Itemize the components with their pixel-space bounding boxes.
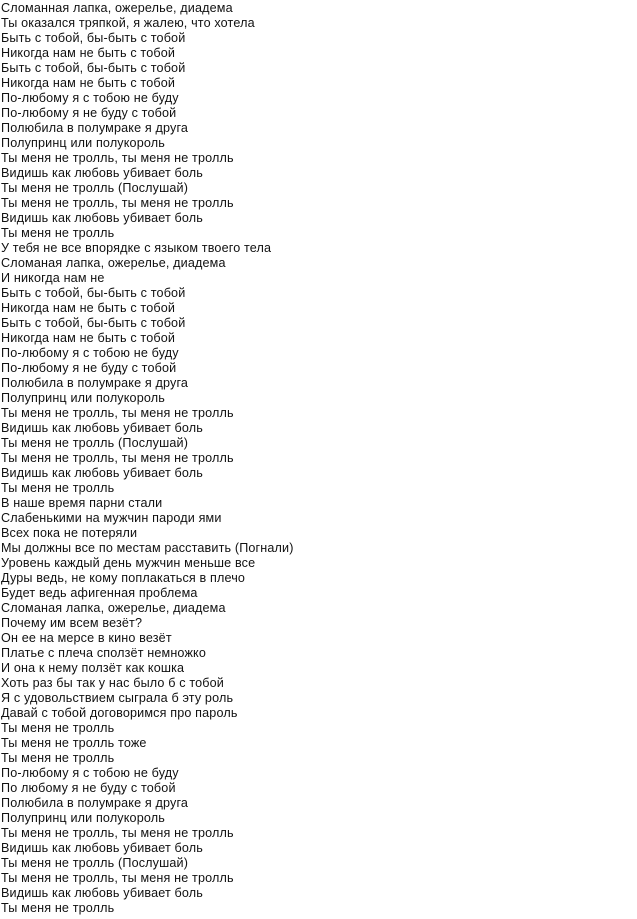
lyric-line: Видишь как любовь убивает боль bbox=[1, 841, 203, 855]
lyric-line: Ты меня не тролль, ты меня не тролль bbox=[1, 826, 234, 840]
lyric-line: Полюбила в полумраке я друга bbox=[1, 121, 189, 135]
lyric-line: Почему им всем везёт? bbox=[1, 616, 143, 630]
lyric-line: Дуры ведь, не кому поплакаться в плечо bbox=[1, 571, 246, 585]
lyric-line: Давай с тобой договоримся про пароль bbox=[1, 706, 238, 720]
lyric-line: Никогда нам не быть с тобой bbox=[1, 331, 176, 345]
lyric-line: Быть с тобой, бы-быть с тобой bbox=[1, 31, 186, 45]
lyric-line: Ты меня не тролль, ты меня не тролль bbox=[1, 451, 234, 465]
lyric-line: Видишь как любовь убивает боль bbox=[1, 466, 203, 480]
lyric-line: Он ее на мерсе в кино везёт bbox=[1, 631, 172, 645]
lyric-line: Ты меня не тролль, ты меня не тролль bbox=[1, 406, 234, 420]
lyric-line: Будет ведь афигенная проблема bbox=[1, 586, 198, 600]
lyric-line: Ты меня не тролль, ты меня не тролль bbox=[1, 196, 234, 210]
lyric-line: Ты меня не тролль, ты меня не тролль bbox=[1, 151, 234, 165]
lyric-line: Видишь как любовь убивает боль bbox=[1, 166, 203, 180]
lyric-line: Уровень каждый день мужчин меньше все bbox=[1, 556, 256, 570]
lyric-line: По-любому я с тобою не буду bbox=[1, 346, 179, 360]
lyric-line: Всех пока не потеряли bbox=[1, 526, 138, 540]
lyric-line: По-любому я с тобою не буду bbox=[1, 766, 179, 780]
lyric-line: Никогда нам не быть с тобой bbox=[1, 301, 176, 315]
lyric-line: Мы должны все по местам расставить (Погнали) bbox=[1, 541, 294, 555]
lyric-line: Сломаная лапка, ожерелье, диадема bbox=[1, 256, 226, 270]
lyric-line: Полюбила в полумраке я друга bbox=[1, 796, 189, 810]
lyric-line: И она к нему ползёт как кошка bbox=[1, 661, 185, 675]
lyric-line: Ты меня не тролль bbox=[1, 721, 115, 735]
lyric-line: Ты меня не тролль (Послушай) bbox=[1, 181, 189, 195]
lyric-line: Ты меня не тролль (Послушай) bbox=[1, 436, 189, 450]
lyrics-text bbox=[1, 1, 294, 916]
lyric-line: Видишь как любовь убивает боль bbox=[1, 886, 203, 900]
lyric-line: Ты меня не тролль тоже bbox=[1, 736, 147, 750]
lyric-line: Ты оказался тряпкой, я жалею, что хотела bbox=[1, 16, 255, 30]
lyric-line: Ты меня не тролль bbox=[1, 481, 115, 495]
lyric-line: Сломанная лапка, ожерелье, диадема bbox=[1, 1, 233, 15]
lyric-line: Сломаная лапка, ожерелье, диадема bbox=[1, 601, 226, 615]
lyric-line: Ты меня не тролль (Послушай) bbox=[1, 856, 189, 870]
lyric-line: Никогда нам не быть с тобой bbox=[1, 76, 176, 90]
lyric-line: И никогда нам не bbox=[1, 271, 105, 285]
lyric-line: Полюбила в полумраке я друга bbox=[1, 376, 189, 390]
lyric-line: Полупринц или полукороль bbox=[1, 391, 165, 405]
lyric-line: Полупринц или полукороль bbox=[1, 811, 165, 825]
lyric-line: Полупринц или полукороль bbox=[1, 136, 165, 150]
lyric-line: Видишь как любовь убивает боль bbox=[1, 211, 203, 225]
lyric-line: Ты меня не тролль bbox=[1, 751, 115, 765]
lyric-line: Быть с тобой, бы-быть с тобой bbox=[1, 61, 186, 75]
lyric-line: Ты меня не тролль, ты меня не тролль bbox=[1, 871, 234, 885]
lyric-line: По-любому я не буду с тобой bbox=[1, 106, 177, 120]
lyric-line: Платье с плеча сползёт немножко bbox=[1, 646, 206, 660]
lyric-line: Ты меня не тролль bbox=[1, 226, 115, 240]
lyric-line: Быть с тобой, бы-быть с тобой bbox=[1, 316, 186, 330]
lyric-line: Я с удовольствием сыграла б эту роль bbox=[1, 691, 234, 705]
lyric-line: Видишь как любовь убивает боль bbox=[1, 421, 203, 435]
lyric-line: Слабенькими на мужчин пароди ями bbox=[1, 511, 222, 525]
lyric-line: По любому я не буду с тобой bbox=[1, 781, 176, 795]
lyric-line: В наше время парни стали bbox=[1, 496, 163, 510]
lyric-line: Никогда нам не быть с тобой bbox=[1, 46, 176, 60]
lyric-line: По-любому я с тобою не буду bbox=[1, 91, 179, 105]
lyric-line: Быть с тобой, бы-быть с тобой bbox=[1, 286, 186, 300]
lyric-line: Хоть раз бы так у нас было б с тобой bbox=[1, 676, 224, 690]
lyric-line: У тебя не все впорядке с языком твоего тела bbox=[1, 241, 272, 255]
lyric-line: По-любому я не буду с тобой bbox=[1, 361, 177, 375]
lyric-line: Ты меня не тролль bbox=[1, 901, 115, 915]
